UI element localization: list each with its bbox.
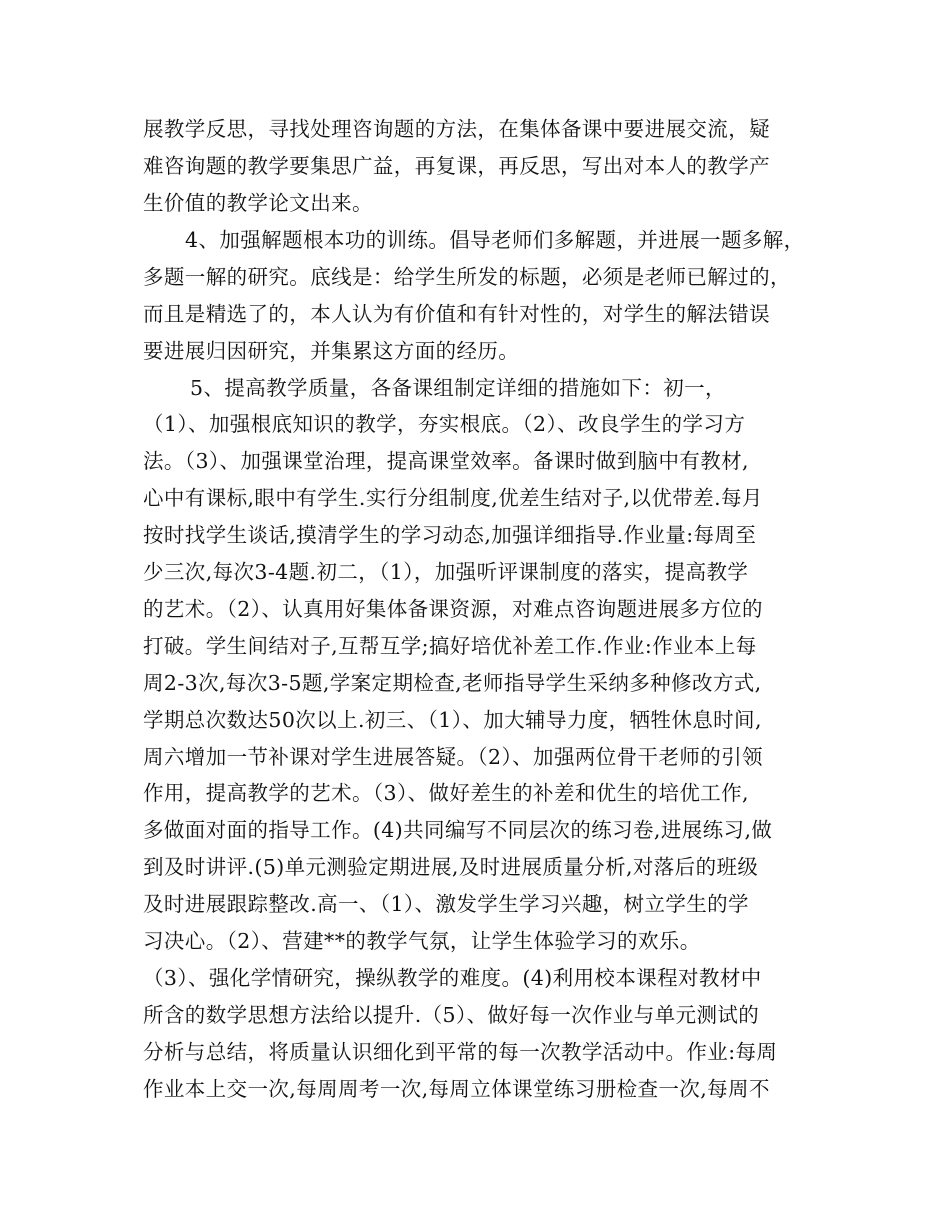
- text-line: 所含的数学思想方法给以提升.（5）、做好每一次作业与单元测试的: [143, 1003, 760, 1027]
- text-line: 4、加强解题根本功的训练。倡导老师们多解题，并进展一题多解，: [185, 228, 805, 252]
- text-line: 心中有课标,眼中有学生.实行分组制度,优差生结对子,以优带差.每月: [143, 486, 763, 510]
- text-line: 按时找学生谈话,摸清学生的学习动态,加强详细指导.作业量:每周至: [143, 523, 757, 547]
- text-line: 法。（3）、加强课堂治理，提高课堂效率。备课时做到脑中有教材,: [143, 449, 749, 473]
- text-line: 多做面对面的指导工作。(4)共同编写不同层次的练习卷,进展练习,做: [143, 818, 773, 842]
- text-line: 习决心。（2）、营建**的教学气氛，让学生体验学习的欢乐。: [143, 929, 701, 953]
- text-line: 作业本上交一次,每周周考一次,每周立体课堂练习册检查一次,每周不: [143, 1077, 770, 1101]
- text-line: 难咨询题的教学要集思广益，再复课，再反思，写出对本人的教学产: [143, 154, 770, 178]
- text-line: 多题一解的研究。底线是：给学生所发的标题，必须是老师已解过的，: [143, 265, 791, 289]
- text-line: 而且是精选了的，本人认为有价值和有针对性的，对学生的解法错误: [143, 302, 770, 326]
- text-line: 到及时讲评.(5)单元测验定期进展,及时进展质量分析,对落后的班级: [143, 855, 759, 879]
- text-line: 周2-3次,每次3-5题,学案定期检查,老师指导学生采纳多种修改方式,: [143, 671, 762, 695]
- text-line: （1）、加强根底知识的教学，夯实根底。（2）、改良学生的学习方: [143, 412, 746, 436]
- text-line: 分析与总结，将质量认识细化到平常的每一次教学活动中。作业:每周: [143, 1040, 778, 1064]
- text-line: 展教学反思，寻找处理咨询题的方法，在集体备课中要进展交流，疑: [143, 117, 770, 141]
- text-line: 及时进展跟踪整改.高一、（1）、激发学生学习兴趣，树立学生的学: [143, 892, 749, 916]
- text-line: 要进展归因研究，并集累这方面的经历。: [143, 339, 520, 363]
- text-line: 少三次,每次3-4题.初二，（1），加强听评课制度的落实，提高教学: [143, 560, 749, 584]
- text-line: 周六增加一节补课对学生进展答疑。（2）、加强两位骨干老师的引领: [143, 745, 763, 769]
- text-line: 的艺术。（2）、认真用好集体备课资源，对难点咨询题进展多方位的: [143, 597, 763, 621]
- text-line: 生价值的教学论文出来。: [143, 191, 373, 215]
- text-line: 打破。学生间结对子,互帮互学;搞好培优补差工作.作业:作业本上每: [143, 634, 757, 658]
- text-line: 作用，提高教学的艺术。（3）、做好差生的补差和优生的培优工作,: [143, 781, 749, 805]
- text-line: （3）、强化学情研究，操纵教学的难度。(4)利用校本课程对教材中: [143, 966, 762, 990]
- text-line: 5、提高教学质量，各备课组制定详细的措施如下：初一，: [190, 376, 726, 400]
- text-line: 学期总次数达50次以上.初三、（1）、加大辅导力度，牺牲休息时间,: [143, 708, 762, 732]
